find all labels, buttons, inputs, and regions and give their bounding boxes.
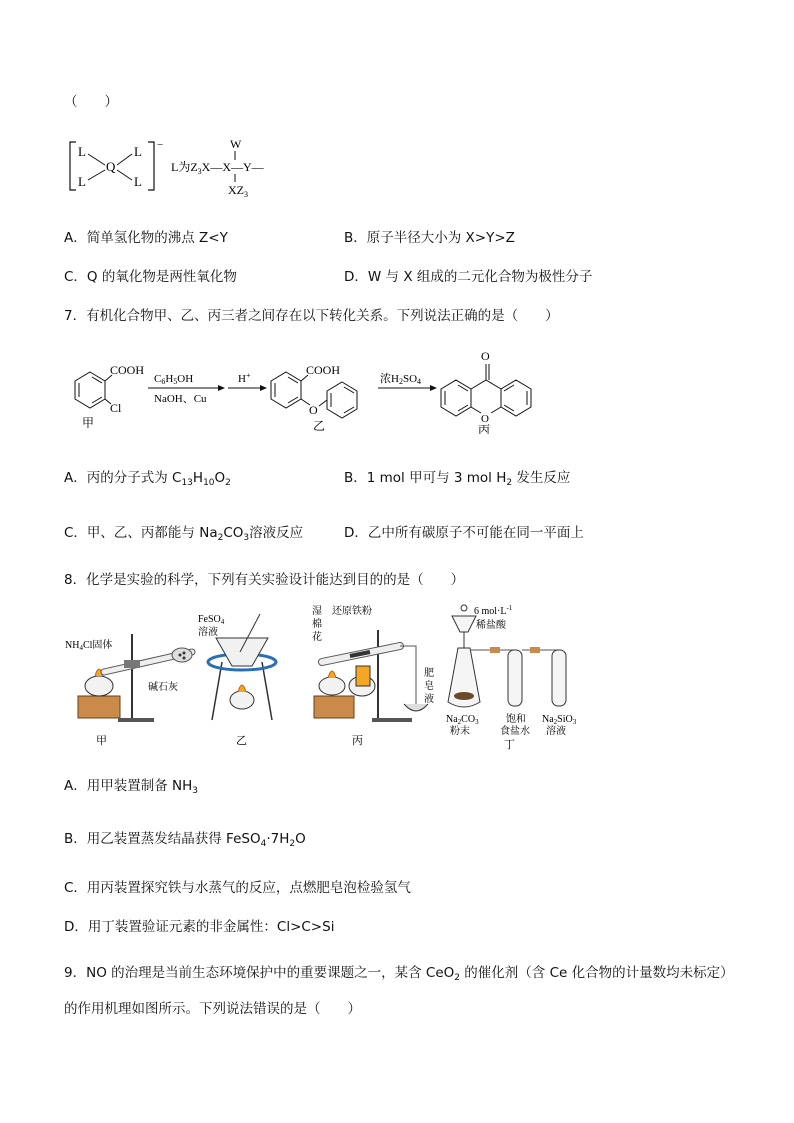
svg-text:O: O [309,403,318,417]
label-jia: 甲 [82,416,95,430]
complex-structure-figure [64,134,294,204]
svg-text:−: − [157,139,164,151]
svg-text:溶液: 溶液 [198,627,218,638]
svg-text:湿: 湿 [312,606,322,617]
svg-text:6 mol·L-1: 6 $mol\cdot L^{-1}$ [474,604,513,617]
q6-option-d: D．W 与 X 组成的二元化合物为极性分子 [344,269,593,285]
q9-line-1: 9．NO 的治理是当前生态环境保护中的重要课题之一，某含 CeO$_2$ 的催化剂（含 Ce 化合物的计量数均未标定） [64,965,734,983]
svg-text:W: W [230,137,242,151]
q7-reaction-scheme [60,342,540,434]
svg-text:液: 液 [424,694,434,705]
svg-text:H+: H+ [238,371,251,385]
q9-line-2: 的作用机理如图所示。下列说法错误的是（ ） [64,1001,361,1017]
apparatus-label-yi: 乙 [236,735,247,747]
apparatus-label-ding: 丁 [504,739,515,750]
q7-option-a: A．丙的分子式为 $C_{13}H_{10}O_2$ [64,470,231,488]
q7-option-d: D．乙中所有碳原子不可能在同一平面上 [344,525,584,541]
apparatus-ding [446,604,577,737]
svg-text:还原铁粉: 还原铁粉 [332,606,372,617]
compound-jia-structure [75,363,144,415]
apparatus-bing [312,604,434,722]
svg-text:L: L [78,174,86,189]
apparatus-label-jia: 甲 [96,735,107,747]
svg-text:NaOH、Cu: NaOH、Cu [154,393,207,405]
q8-option-d: D．用丁装置验证元素的非金属性：Cl>C>Si [64,919,335,935]
q7-stem: 7．有机化合物甲、乙、丙三者之间存在以下转化关系。下列说法正确的是（ ） [64,308,559,324]
svg-text:饱和: 饱和 [506,714,526,725]
svg-text:L为Z3X—X—Y—: L为$Z_3X—X—Y—$ [171,160,264,176]
q6-option-c: C．Q 的氧化物是两性氧化物 [64,269,237,285]
q7-option-b: B．1 mol 甲可与 3 mol $H_2$ 发生反应 [344,470,571,488]
compound-yi-structure [271,363,357,418]
svg-text:COOH: COOH [306,363,341,377]
apparatus-yi [198,614,276,720]
q8-option-c: C．用丙装置探究铁与水蒸气的反应，点燃肥皂泡检验氢气 [64,880,411,896]
q8-option-a: A．用甲装置制备 $NH_3$ [64,778,199,796]
apparatus-jia [65,634,192,722]
svg-text:C6H5OH: C6H5OH [154,373,194,386]
q7-option-c: C．甲、乙、丙都能与 $Na_2CO_3$溶液反应 [64,525,304,543]
q8-apparatus-figure [60,600,580,750]
svg-text:皂: 皂 [424,681,434,692]
svg-text:溶液: 溶液 [546,726,566,737]
svg-text:碱石灰: 碱石灰 [148,682,178,693]
svg-text:Cl: Cl [110,401,122,415]
svg-text:稀盐酸: 稀盐酸 [476,620,506,631]
answer-bracket: （ ） [64,94,118,110]
label-yi: 乙 [313,419,326,433]
svg-text:FeSO4: FeSO$_4$ [198,614,225,626]
svg-text:浓H2SO4: 浓H2SO4 [380,373,422,386]
svg-text:花: 花 [312,632,322,643]
svg-text:食盐水: 食盐水 [500,726,530,737]
compound-bing-structure [441,349,531,425]
svg-text:L: L [78,144,86,159]
q6-option-b: B．原子半径大小为 X>Y>Z [344,230,515,246]
svg-text:Na2SiO3: $Na_2SiO_3$ [542,714,577,726]
q8-stem: 8．化学是实验的科学，下列有关实验设计能达到目的的是（ ） [64,572,465,588]
svg-text:Q: Q [106,159,116,174]
svg-text:L: L [134,174,142,189]
q6-option-a: A．简单氢化物的沸点 Z<Y [64,230,228,246]
label-bing: 丙 [478,423,491,434]
q8-option-b: B．用乙装置蒸发结晶获得 $FeSO_4\cdot 7H_2O$ [64,831,306,849]
svg-text:COOH: COOH [110,363,145,377]
svg-text:L: L [134,144,142,159]
svg-text:O: O [481,349,490,363]
svg-text:肥: 肥 [424,668,434,679]
svg-text:O: O [481,413,489,425]
svg-text:Na2CO3: $Na_2CO_3$ [446,714,479,726]
svg-text:棉: 棉 [312,619,322,630]
svg-text:NH4Cl固体: $NH_4Cl$固体 [65,640,113,652]
svg-text:粉末: 粉末 [450,726,470,737]
svg-text:XZ3: $XZ_3$ [228,183,248,199]
apparatus-label-bing: 丙 [352,735,363,747]
